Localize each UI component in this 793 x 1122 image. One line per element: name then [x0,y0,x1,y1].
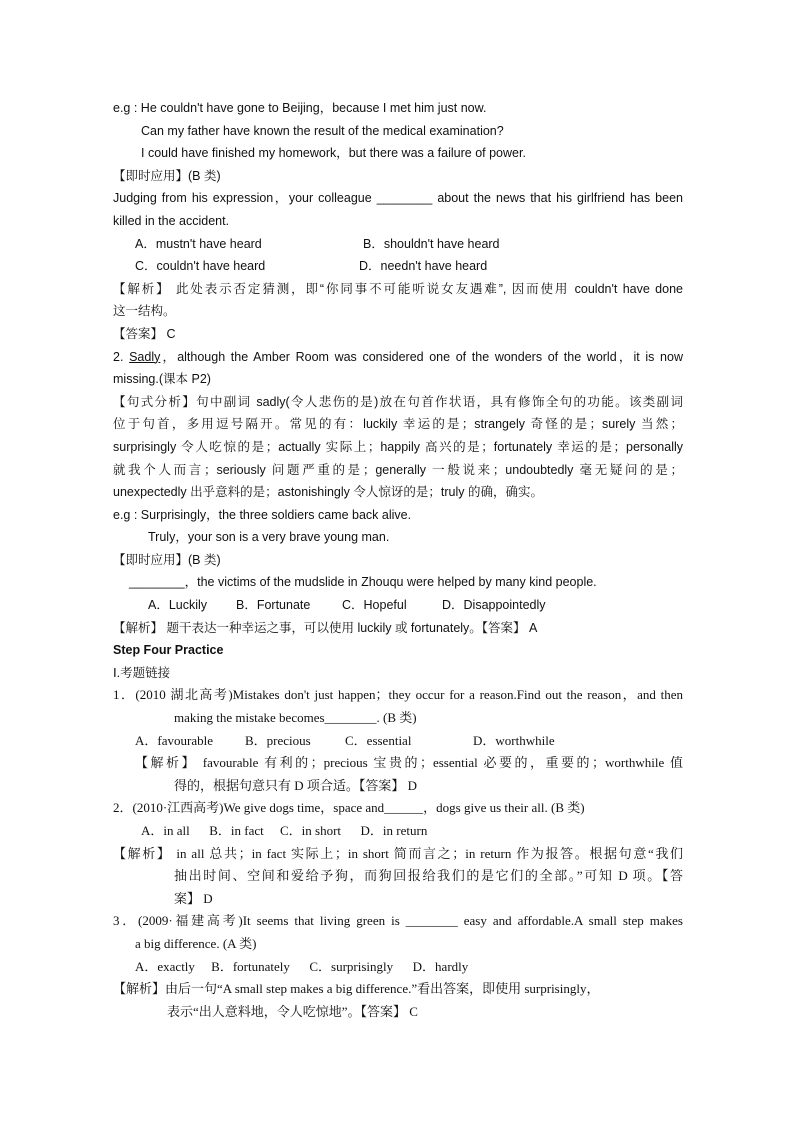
example-line: Can my father have known the result of the medical examination? [141,123,504,138]
sentence-line: missing.(课本 P2) [113,372,211,387]
option-c: C．Hopeful [342,598,407,613]
analysis-line: 【句式分析】句中副词 sadly(令人悲伤的是)放在句首作状语，具有修饰全句的功能。该类副词 [113,394,683,409]
option-d: D．needn't have heard [359,259,488,274]
options-row: A．exactly B．fortunately C．surprisingly D．hardly [135,958,469,974]
question-line: making the mistake becomes________. (B 类) [174,710,417,726]
options-row [113,730,683,753]
item-number: 2. [113,349,130,364]
option-b: B．precious [245,732,311,748]
analysis-line: 这一结构。 [113,304,176,319]
question-line: Judging from his expression，your colleague ________ about the news that his girlfriend has been [113,191,683,206]
question-line: a big difference. (A 类) [135,935,257,951]
option-a: A．favourable [135,732,213,748]
question-line: ________，the victims of the mudslide in Zhouqu were helped by many kind people. [129,575,597,590]
example-line: I could have finished my homework，but there was a failure of power. [141,146,526,161]
option-a: A．mustn't have heard [135,236,262,251]
options-row: A．in all B．in fact C．in short D．in return [141,823,428,838]
analysis-line: surprisingly 令人吃惊的是；actually 实际上；happily 高兴的是；fortunately 幸运的是；personally [113,439,683,454]
option-b: B．shouldn't have heard [363,236,500,251]
option-c: C．essential [345,732,412,748]
example-line: e.g : He couldn't have gone to Beijing，because I met him just now. [113,101,487,115]
answer-line: 【答案】 C [113,326,176,341]
option-b: B．Fortunate [236,598,311,613]
step-title: Step Four Practice [113,643,224,658]
sentence-rest: ，although the Amber Room was considered one of the wonders of the world，it is now [160,349,683,364]
option-d: D．Disappointedly [442,598,546,613]
keyword-sadly: Sadly [129,349,161,364]
option-a: A．Luckily [148,598,208,613]
analysis-line: 抽出时间、空间和爱给予狗，而狗回报给我们的是它们的全部。”可知 D 项。【答 [174,868,683,884]
analysis-line: 【解析】 in all 总共；in fact 实际上；in short 简而言之；in return 作为报答。根据句意“我们 [113,845,683,861]
question-line: 3．(2009·福建高考)It seems that living green is ________ easy and affordable.A small step makes [113,913,683,929]
analysis-line: 【解析】 此处表示否定猜测，即“你同事不可能听说女友遇难”, 因而使用 couldn't have done [113,281,683,296]
analysis-line: 就我个人而言；seriously 问题严重的是；generally 一般说来；undoubtedly 毫无疑问的是； [113,462,683,477]
apply-heading: 【即时应用】(B 类) [113,552,221,567]
options-row [113,233,683,256]
document-body [113,97,683,1023]
question-line: 2．(2010·江西高考)We give dogs time，space and______，dogs give us their all. (B 类) [113,800,585,816]
analysis-line: 得的，根据句意只有 D 项合适。【答案】 D [174,777,418,793]
apply-heading: 【即时应用】(B 类) [113,168,221,183]
option-c: C．couldn't have heard [135,259,266,274]
question-line: 1．(2010 湖北高考)Mistakes don't just happen；they occur for a reason.Find out the reason，and then [113,687,683,703]
example-line: e.g : Surprisingly，the three soldiers came back alive. [113,507,412,522]
analysis-line: 位于句首，多用逗号隔开。常见的有：luckily 幸运的是；strangely 奇怪的是；surely 当然； [113,417,683,432]
option-d: D．worthwhile [473,732,555,748]
analysis-line: 表示“出人意料地，令人吃惊地”。【答案】 C [167,1003,418,1019]
section-subtitle: Ⅰ.考题链接 [113,665,171,680]
analysis-line: 【解析】 favourable 有利的；precious 宝贵的；essential 必要的，重要的；worthwhile 值 [135,755,683,771]
options-row [113,255,683,278]
sentence-line [113,346,683,369]
example-line: Truly，your son is a very brave young man. [148,530,390,545]
question-line: killed in the accident. [113,213,230,228]
analysis-line: 【解析】 题干表达一种幸运之事，可以使用 luckily 或 fortunately。【答案】 A [113,620,538,635]
analysis-line: 案】 D [174,890,213,906]
analysis-line: 【解析】由后一句“A small step makes a big difference.”看出答案，即使用 surprisingly， [113,981,600,997]
options-row [113,594,683,617]
analysis-line: unexpectedly 出乎意料的是；astonishingly 令人惊讶的是；truly 的确，确实。 [113,485,543,500]
